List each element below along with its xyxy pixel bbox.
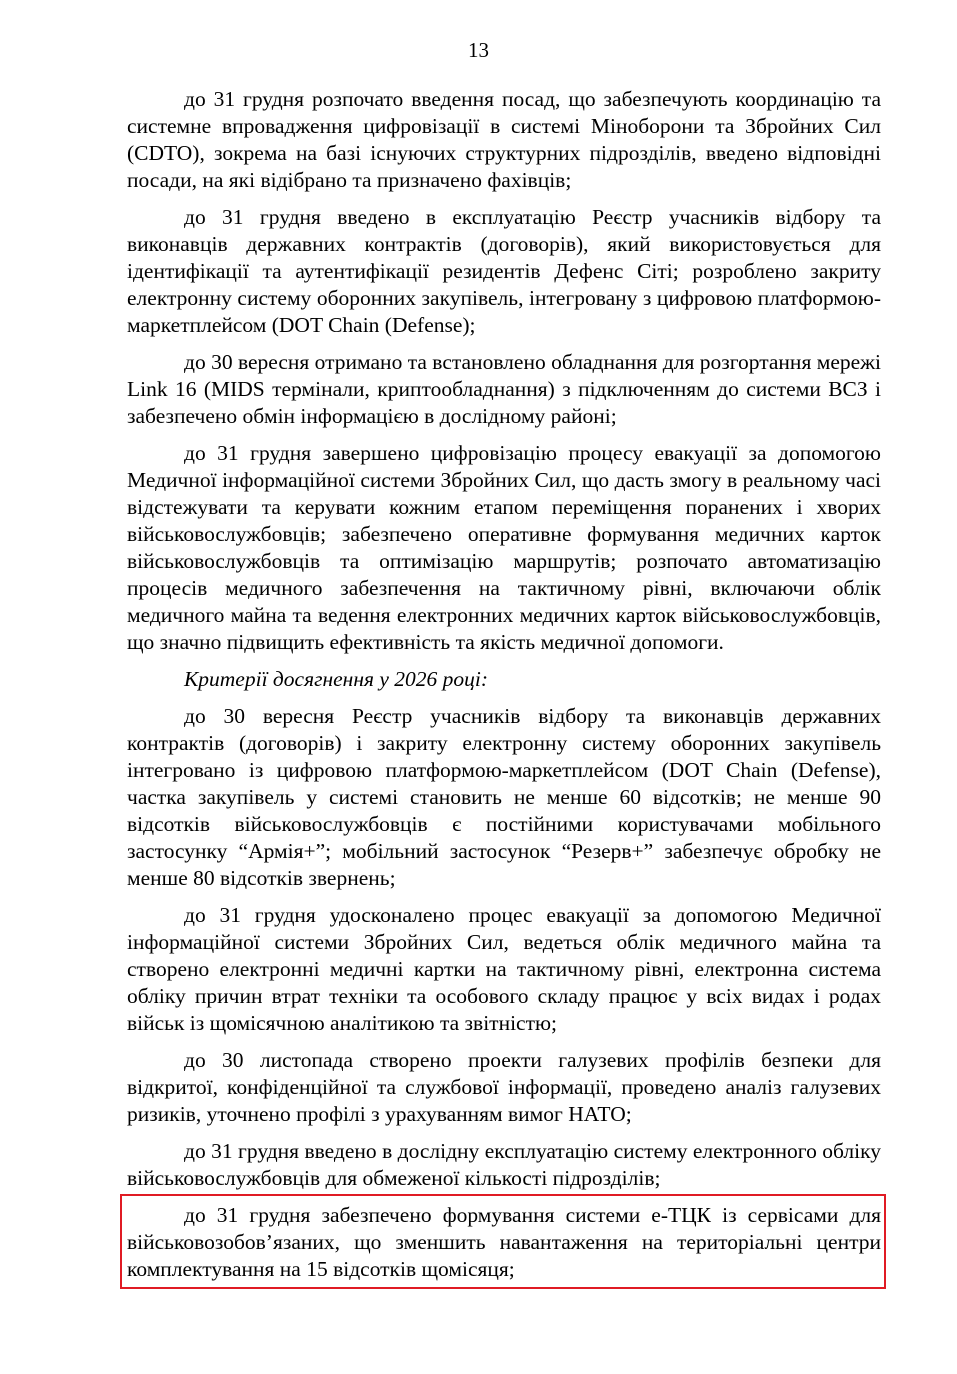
paragraph-registry: до 31 грудня введено в експлуатацію Реєстр учасників відбору та виконавців державних контрактів (договорів), який використовується для ідентифікації та аутентифікації резидентів Дефенс Сіті; розроблено закриту електронну систему оборонних закупівель, інтегровану з цифровою платформою-маркетплейсом (DOT Chain (Defense); (127, 205, 881, 337)
page-number: 13 (468, 38, 489, 62)
criteria-heading: Критерії досягнення у 2026 році: (184, 667, 489, 691)
criteria-paragraph-medical: до 31 грудня удосконалено процес евакуації за допомогою Медичної інформаційної системи Збройних Сил, ведеться облік медичного майна та створено електронні медичні картки на тактичному рівні, електронна система обліку причин втрат техніки та особового складу працює у всіх видах і родах військ із щомісячною аналітикою та звітністю; (127, 903, 881, 1035)
criteria-paragraph-personnel-accounting: до 31 грудня введено в дослідну експлуатацію систему електронного обліку військовослужбовців для обмеженої кількості підрозділів; (127, 1139, 881, 1190)
criteria-paragraph-procurement: до 30 вересня Реєстр учасників відбору та виконавців державних контрактів (договорів) і закриту електронну систему оборонних закупівель інтегровано із цифровою платформою-маркетплейсом (DOT Chain (Defense), частка закупівель у системі становить не менше 60 відсотків; не менше 90 відсотків військовослужбовців є постійними користувачами мобільного застосунку “Армія+”; мобільний застосунок “Резерв+” забезпечує обробку не менше 80 відсотків звернень; (127, 704, 881, 890)
paragraph-link16: до 30 вересня отримано та встановлено обладнання для розгортання мережі Link 16 (MIDS термінали, криптообладнання) з підключенням до системи ВСЗ і забезпечено обмін інформацією в дослідному районі; (127, 350, 881, 428)
criteria-paragraph-security-profiles: до 30 листопада створено проекти галузевих профілів безпеки для відкритої, конфіденційної та службової інформації, проведено аналіз галузевих ризиків, уточнено профілі з урахуванням вимог НАТО; (127, 1048, 881, 1126)
document-body (127, 86, 881, 1293)
paragraph-cdto: до 31 грудня розпочато введення посад, що забезпечують координацію та системне впровадження цифровізації в системі Міноборони та Збройних Сил (CDTO), зокрема на базі існуючих структурних підрозділів, введено відповідні посади, на які відібрано та призначено фахівців; (127, 87, 881, 192)
highlighted-paragraph-e-tck: до 31 грудня забезпечено формування системи е-ТЦК із сервісами для військовозобов’язаних, що зменшить навантаження на територіальні центри комплектування на 15 відсотків щомісяця; (127, 1203, 881, 1281)
highlight-box (120, 1194, 886, 1289)
paragraph-medical-evacuation: до 31 грудня завершено цифровізацію процесу евакуації за допомогою Медичної інформаційної системи Збройних Сил, що дасть змогу в реальному часі відстежувати та керувати кожним етапом переміщення поранених і хворих військовослужбовців; забезпечено оперативне формування медичних карток військовослужбовців та оптимізацію маршрутів; розпочато автоматизацію процесів медичного забезпечення на тактичному рівні, включаючи облік медичного майна та ведення електронних медичних карток військовослужбовців, що значно підвищить ефективність та якість медичної допомоги. (127, 441, 881, 654)
